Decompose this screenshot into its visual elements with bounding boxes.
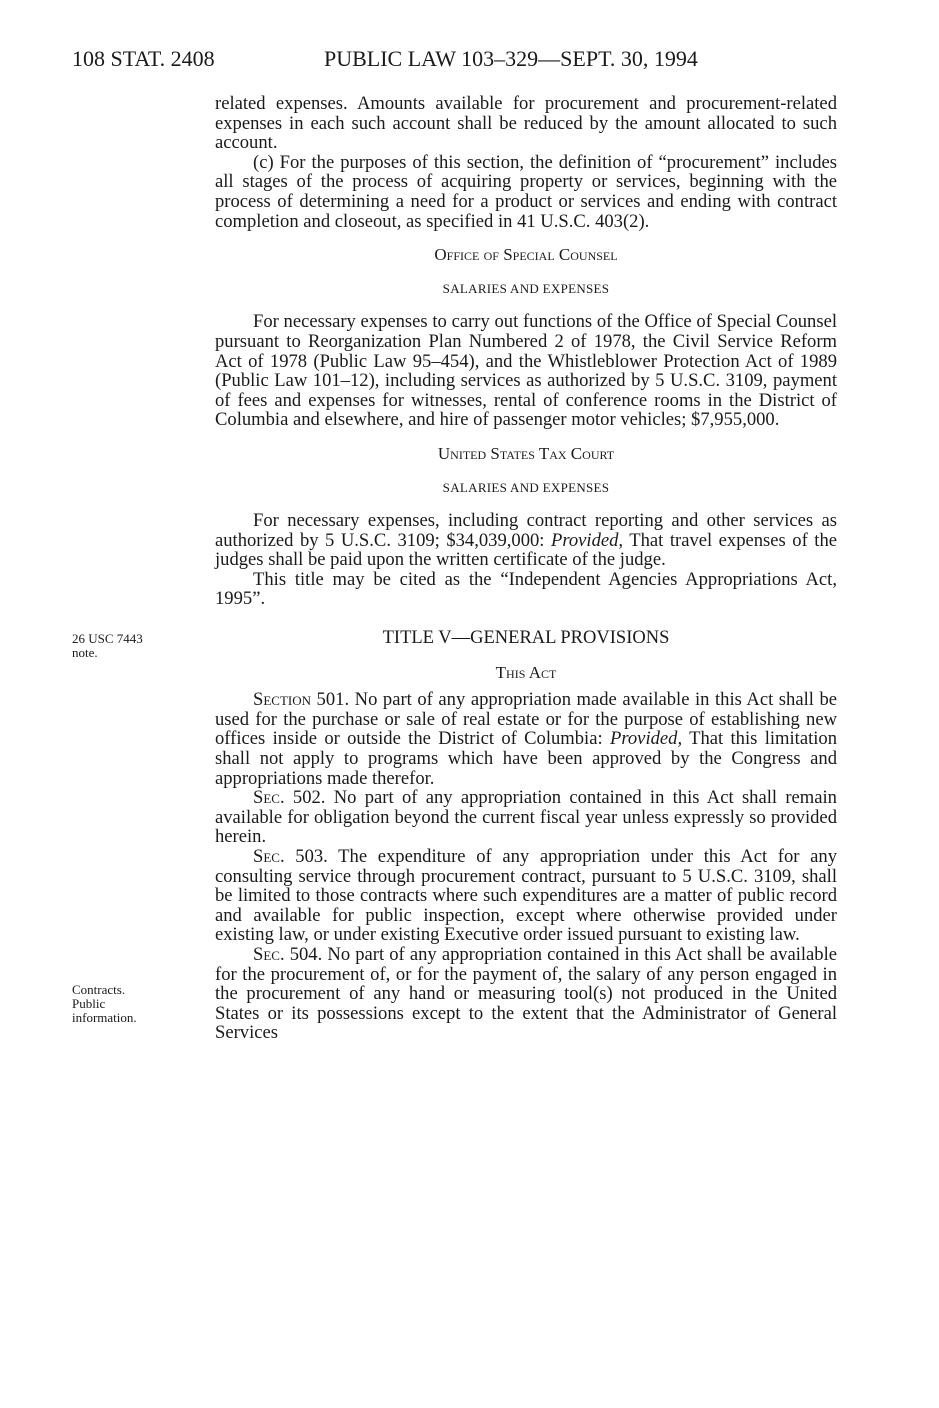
page-header	[72, 46, 872, 76]
heading-title-v: TITLE V—GENERAL PROVISIONS	[382, 628, 670, 649]
heading-this-act: This Act	[495, 662, 557, 682]
heading-office-of-special-counsel: Office of Special Counsel	[434, 245, 618, 265]
section-503-label: Sec. 503.	[253, 846, 328, 867]
paragraph-title-citation: This title may be cited as the “Independent Agencies Appropriations Act, 1995”.	[215, 568, 837, 610]
margin-note-contracts-line1: Contracts.	[72, 982, 126, 997]
paragraph-osc-expenses: For necessary expenses to carry out functions of the Office of Special Counsel pursuant to Reorganization Plan Numbered 2 of 1978, the Civil Service Reform Act of 1978 (Public Law 95–454), and the Whistleblower Protection Act of 1989 (Public Law 101–12), including services as authorized by 5 U.S.C. 3109, payment of fees and expenses for witnesses, rental of conference rooms in the District of Columbia and elsewhere, and hire of passenger motor vehicles; $7,955,000.	[215, 311, 837, 431]
subheading-tax-court-salaries: SALARIES AND EXPENSES	[442, 479, 610, 495]
margin-note-usc-line2: note.	[72, 645, 98, 660]
subheading-osc-salaries: SALARIES AND EXPENSES	[442, 280, 610, 296]
section-504	[215, 945, 837, 1043]
section-501-label: Section 501.	[253, 689, 350, 711]
margin-note-usc-line1: 26 USC 7443	[72, 631, 143, 646]
paragraph-related-expenses: related expenses. Amounts available for procurement and procurement-related expenses in each such account shall be reduced by the amount allocated to such account.	[215, 93, 837, 154]
tax-court-text-a: For necessary expenses, including contract reporting and other services as authorized by 5 U.S.C. 3109; $34,039,000:	[215, 510, 837, 551]
margin-note-contracts-line2: Public	[72, 996, 106, 1011]
section-504-label: Sec. 504.	[253, 943, 323, 965]
paragraph-procurement-definition: (c) For the purposes of this section, the definition of “procurement” includes all stages of the process of acquiring property or services, beginning with the process of determining a need for a product or services and ending with contract completion and closeout, as specified in 41 U.S.C. 403(2).	[215, 151, 837, 232]
margin-note-contracts	[72, 983, 192, 1025]
section-502-text: No part of any appropriation contained in this Act shall remain available for obligation beyond the current fiscal year unless expressly so provided herein.	[215, 787, 837, 848]
section-502-label: Sec. 502.	[253, 787, 326, 809]
section-501	[215, 690, 837, 788]
section-501-text-a: No part of any appropriation made available in this Act shall be used for the purchase or sale of real estate or for the purpose of establishing new offices inside or outside the District of Columbia:	[215, 689, 838, 750]
stat-page-number: 108 STAT. 2408	[72, 46, 215, 71]
heading-tax-court: United States Tax Court	[437, 443, 615, 463]
tax-court-text-b: That travel expenses of the judges shall be paid upon the written certificate of the judge.	[215, 529, 837, 571]
margin-note-usc	[72, 632, 192, 660]
section-503-text: The expenditure of any appropriation under this Act for any consulting service through procurement contract, pursuant to 5 U.S.C. 3109, shall be limited to those contracts where such expenditures are a matter of public record and available for public inspection, except where otherwise provided under existing law, or under existing Executive order issued pursuant to existing law.	[215, 846, 838, 946]
section-501-provided: Provided,	[609, 728, 683, 750]
margin-note-contracts-line3: information.	[72, 1010, 137, 1025]
section-504-text: No part of any appropriation contained in this Act shall be available for the procurement of, or for the payment of, the salary of any person engaged in the procurement of any hand or measuring tool(s) not produced in the United States or its possessions except to the extent that the Administrator of General Services	[215, 943, 837, 1044]
section-501-text-b: That this limitation shall not apply to programs which have been approved by the Congress and appropriations made therefor.	[215, 728, 838, 789]
public-law-title: PUBLIC LAW 103–329—SEPT. 30, 1994	[324, 46, 698, 71]
tax-court-provided: Provided,	[550, 529, 624, 551]
paragraph-tax-court-expenses	[215, 511, 837, 570]
main-text	[215, 94, 837, 1043]
section-502	[215, 788, 837, 847]
section-503	[215, 847, 837, 945]
